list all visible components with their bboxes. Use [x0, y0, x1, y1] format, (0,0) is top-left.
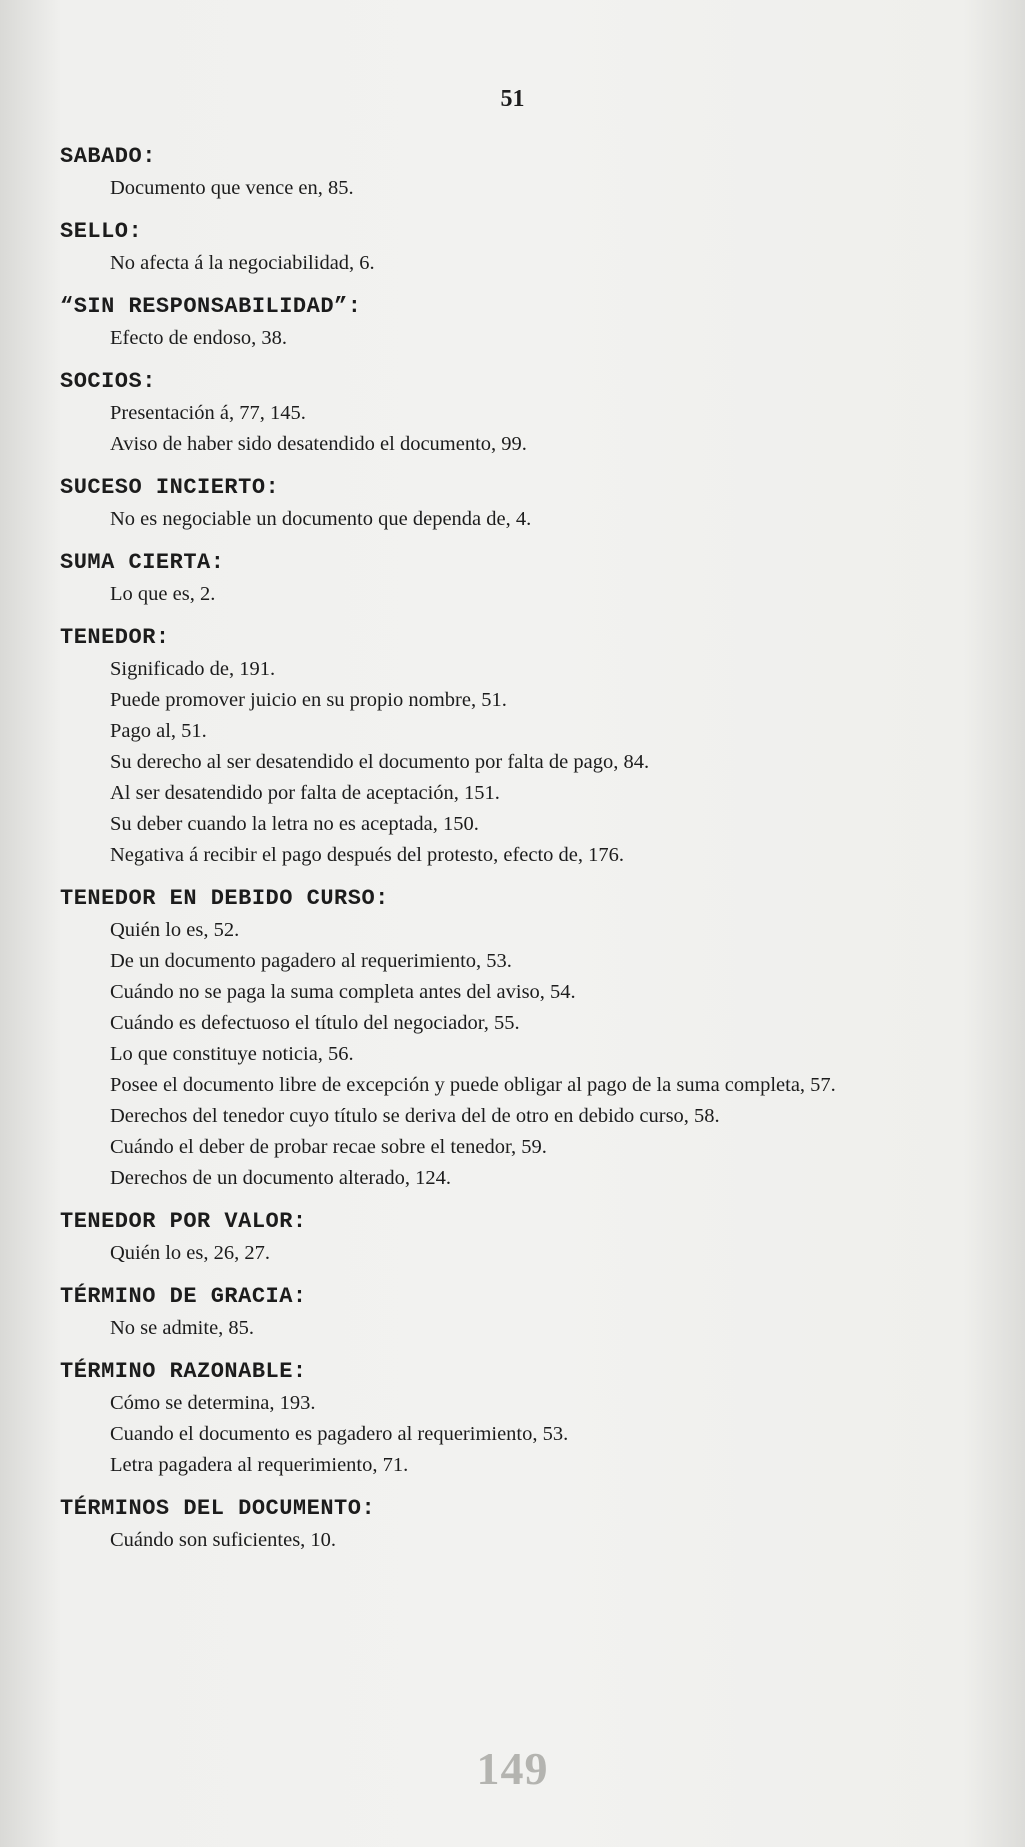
- index-list: [60, 141, 970, 1556]
- entry-subitem: Su deber cuando la letra no es aceptada, 150.: [110, 813, 479, 835]
- entry-subitem: No se admite, 85.: [110, 1317, 255, 1339]
- entry-heading: TENEDOR EN DEBIDO CURSO:: [60, 886, 389, 911]
- entry-heading: SUMA CIERTA:: [60, 550, 225, 575]
- entry-subitem: Lo que es, 2.: [110, 583, 216, 605]
- entry-heading: “SIN RESPONSABILIDAD”:: [60, 294, 362, 319]
- entry-spacer: [60, 1344, 970, 1356]
- index-entry: [60, 472, 970, 535]
- entry-subitem: Quién lo es, 52.: [110, 919, 240, 941]
- index-entry: [60, 366, 970, 460]
- entry-heading: TENEDOR POR VALOR:: [60, 1209, 307, 1234]
- entry-subitem: Quién lo es, 26, 27.: [110, 1242, 270, 1264]
- entry-subitem: Documento que vence en, 85.: [110, 177, 354, 199]
- entry-subitem: Pago al, 51.: [110, 720, 207, 742]
- entry-subitem: Cuándo es defectuoso el título del negociador, 55.: [110, 1012, 520, 1034]
- index-entry: [60, 622, 970, 871]
- entry-spacer: [60, 354, 970, 366]
- entry-spacer: [60, 1194, 970, 1206]
- entry-heading: SELLO:: [60, 219, 143, 244]
- index-entry: [60, 216, 970, 279]
- entry-subitem: De un documento pagadero al requerimiento, 53.: [110, 950, 512, 972]
- entry-subitem: Derechos del tenedor cuyo título se deriva del de otro en debido curso, 58.: [110, 1105, 720, 1127]
- entry-subitem: Lo que constituye noticia, 56.: [110, 1043, 354, 1065]
- entry-subitem: Cuándo no se paga la suma completa antes del aviso, 54.: [110, 981, 576, 1003]
- entry-heading: TÉRMINO DE GRACIA:: [60, 1284, 307, 1309]
- entry-heading: TENEDOR:: [60, 625, 170, 650]
- footer-stamp-number: 149: [476, 1743, 549, 1794]
- entry-spacer: [60, 279, 970, 291]
- entry-heading: SABADO:: [60, 144, 156, 169]
- index-entry: [60, 1281, 970, 1344]
- index-entry: [60, 291, 970, 354]
- entry-subitem: No es negociable un documento que dependa de, 4.: [110, 508, 532, 530]
- entry-subitem: No afecta á la negociabilidad, 6.: [110, 252, 375, 274]
- entry-subitem: Presentación á, 77, 145.: [110, 402, 306, 424]
- entry-spacer: [60, 1481, 970, 1493]
- entry-heading: TÉRMINO RAZONABLE:: [60, 1359, 307, 1384]
- entry-spacer: [60, 460, 970, 472]
- entry-subitem: Aviso de haber sido desatendido el documento, 99.: [110, 433, 527, 455]
- entry-subitem: Cuándo el deber de probar recae sobre el tenedor, 59.: [110, 1136, 547, 1158]
- index-entry: [60, 547, 970, 610]
- index-entry: [60, 1206, 970, 1269]
- entry-subitem: Cómo se determina, 193.: [110, 1392, 316, 1414]
- entry-subitem: Efecto de endoso, 38.: [110, 327, 288, 349]
- entry-subitem: Significado de, 191.: [110, 658, 276, 680]
- entry-subitem: Cuando el documento es pagadero al requerimiento, 53.: [110, 1423, 569, 1445]
- entry-subitem: Cuándo son suficientes, 10.: [110, 1529, 337, 1551]
- entry-subitem: Su derecho al ser desatendido el documento por falta de pago, 84.: [110, 751, 650, 773]
- entry-heading: TÉRMINOS DEL DOCUMENTO:: [60, 1496, 376, 1521]
- entry-subitem: Puede promover juicio en su propio nombre, 51.: [110, 689, 507, 711]
- entry-subitem: Posee el documento libre de excepción y puede obligar al pago de la suma completa, 57.: [110, 1074, 836, 1096]
- entry-spacer: [60, 535, 970, 547]
- entry-spacer: [60, 610, 970, 622]
- entry-subitem: Derechos de un documento alterado, 124.: [110, 1167, 451, 1189]
- entry-subitem: Negativa á recibir el pago después del protesto, efecto de, 176.: [110, 844, 625, 866]
- index-entry: [60, 1493, 970, 1556]
- entry-spacer: [60, 1269, 970, 1281]
- entry-spacer: [60, 204, 970, 216]
- entry-subitem: Letra pagadera al requerimiento, 71.: [110, 1454, 409, 1476]
- index-entry: [60, 1356, 970, 1481]
- entry-heading: SUCESO INCIERTO:: [60, 475, 280, 500]
- entry-heading: SOCIOS:: [60, 369, 156, 394]
- index-entry: [60, 883, 970, 1194]
- entry-spacer: [60, 871, 970, 883]
- entry-subitem: Al ser desatendido por falta de aceptación, 151.: [110, 782, 500, 804]
- index-entry: [60, 141, 970, 204]
- page-number: 51: [500, 86, 525, 112]
